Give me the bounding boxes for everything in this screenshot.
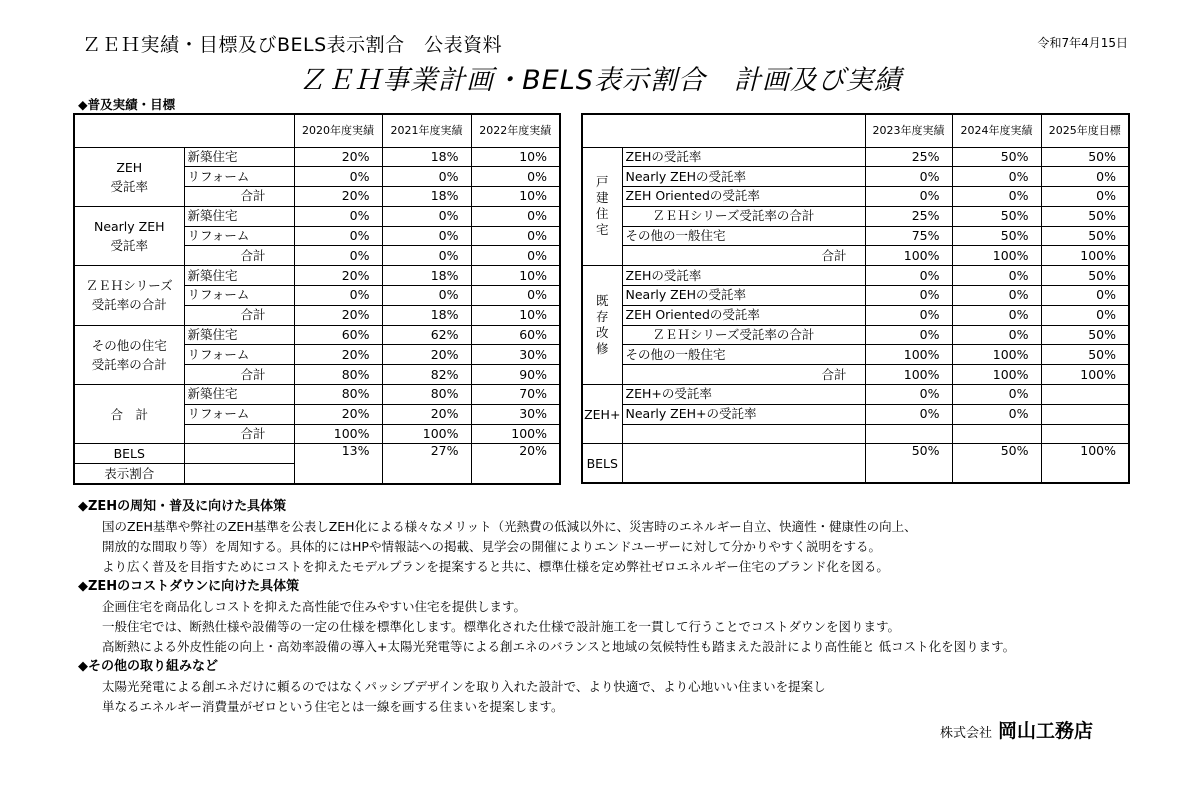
- value-cell: 0%: [1041, 167, 1129, 187]
- section-line: 企画住宅を商品化しコストを抑えた高性能で住みやすい住宅を提供します。: [102, 599, 527, 614]
- value-cell: 100%: [1041, 444, 1129, 483]
- company-name: [940, 716, 1093, 743]
- left-group-nearly-zeh: [74, 206, 184, 265]
- value-cell: 0%: [471, 286, 560, 306]
- row-label-total: 合計: [184, 365, 294, 385]
- value-cell: 80%: [382, 385, 471, 405]
- section-line: より広く普及を目指すためにコストを抑えたモデルプランを提案すると共に、標準仕様を定め弊社ゼロエネルギー住宅のブランド化を図る。: [102, 559, 889, 574]
- value-cell: 20%: [294, 266, 382, 286]
- value-cell: 50%: [1041, 266, 1129, 286]
- row-label: Nearly ZEH+の受託率: [622, 404, 865, 424]
- section-line: 太陽光発電による創エネだけに頼るのではなくパッシブデザインを取り入れた設計で、より快適で、より心地いい住まいを提案し: [102, 679, 826, 694]
- value-cell: 20%: [382, 345, 471, 365]
- section-heading-other: ◆その他の取り組みなど: [78, 659, 218, 674]
- value-cell: 0%: [865, 385, 952, 405]
- document-subtitle: ＺＥＨ実績・目標及びBELS表示割合 公表資料: [82, 34, 503, 56]
- value-cell: 0%: [1041, 305, 1129, 325]
- value-cell: 20%: [294, 404, 382, 424]
- value-cell: 10%: [471, 266, 560, 286]
- value-cell: 0%: [1041, 286, 1129, 306]
- value-cell: 90%: [471, 365, 560, 385]
- value-cell: 50%: [1041, 325, 1129, 345]
- row-label: リフォーム: [184, 404, 294, 424]
- value-cell: 50%: [952, 147, 1041, 167]
- value-cell: 100%: [382, 424, 471, 444]
- value-cell: 0%: [382, 167, 471, 187]
- value-cell: 20%: [294, 345, 382, 365]
- value-cell: 100%: [1041, 365, 1129, 385]
- group-label-line: その他の住宅: [91, 337, 167, 353]
- row-label-total: 合計: [622, 365, 865, 385]
- value-cell: 0%: [294, 246, 382, 266]
- value-cell: 0%: [294, 286, 382, 306]
- value-cell: 75%: [865, 226, 952, 246]
- value-cell: 20%: [382, 404, 471, 424]
- value-cell: 100%: [1041, 246, 1129, 266]
- value-cell: 0%: [952, 385, 1041, 405]
- value-cell: 62%: [382, 325, 471, 345]
- row-label: Nearly ZEHの受託率: [622, 167, 865, 187]
- right-group-renovation: [582, 266, 622, 385]
- value-cell: [1041, 385, 1129, 405]
- group-label-line: ZEH: [116, 159, 143, 175]
- value-cell: 0%: [865, 187, 952, 207]
- value-cell: 20%: [294, 305, 382, 325]
- row-label: 新築住宅: [184, 325, 294, 345]
- value-cell: 0%: [294, 206, 382, 226]
- value-cell: 0%: [952, 266, 1041, 286]
- right-group-zeh-plus: ZEH+: [582, 385, 622, 444]
- row-label-total: 合計: [184, 187, 294, 207]
- row-label: ＺＥＨシリーズ受託率の合計: [622, 206, 865, 226]
- value-cell: 10%: [471, 187, 560, 207]
- value-cell: 30%: [471, 404, 560, 424]
- value-cell: 0%: [294, 226, 382, 246]
- value-cell: 100%: [865, 345, 952, 365]
- value-cell: 0%: [471, 246, 560, 266]
- value-cell: 50%: [865, 444, 952, 483]
- row-label: 新築住宅: [184, 385, 294, 405]
- text-sections: [78, 497, 1015, 717]
- value-cell: 0%: [865, 325, 952, 345]
- value-cell: 0%: [865, 404, 952, 424]
- value-cell: 0%: [382, 286, 471, 306]
- value-cell: 50%: [952, 206, 1041, 226]
- value-cell: 70%: [471, 385, 560, 405]
- value-cell: 0%: [865, 167, 952, 187]
- value-cell: 50%: [1041, 206, 1129, 226]
- value-cell: 50%: [1041, 147, 1129, 167]
- value-cell: 100%: [865, 365, 952, 385]
- left-header-2020: 2020年度実績: [294, 114, 382, 147]
- value-cell: 30%: [471, 345, 560, 365]
- left-group-zeh: [74, 147, 184, 206]
- group-label-line: 受託率: [110, 178, 148, 194]
- value-cell: 60%: [471, 325, 560, 345]
- group-label-line: 受託率の合計: [91, 356, 167, 372]
- empty-row: [622, 424, 865, 444]
- left-bels-label-2: 表示割合: [74, 464, 184, 485]
- row-label: ZEH+の受託率: [622, 385, 865, 405]
- value-cell: 0%: [471, 226, 560, 246]
- empty-cell: [1041, 424, 1129, 444]
- value-cell: 0%: [471, 206, 560, 226]
- value-cell: 25%: [865, 147, 952, 167]
- row-label-total: 合計: [622, 246, 865, 266]
- value-cell: 80%: [294, 385, 382, 405]
- value-cell: 20%: [294, 147, 382, 167]
- right-bels-empty: [622, 444, 865, 483]
- row-label: その他の一般住宅: [622, 226, 865, 246]
- row-label: 新築住宅: [184, 147, 294, 167]
- section-heading-cost: ◆ZEHのコストダウンに向けた具体策: [78, 579, 300, 594]
- value-cell: 0%: [865, 305, 952, 325]
- value-cell: 0%: [865, 286, 952, 306]
- left-results-table: [73, 113, 561, 485]
- value-cell: 0%: [952, 187, 1041, 207]
- value-cell: 82%: [382, 365, 471, 385]
- company-prefix: 株式会社: [939, 726, 992, 741]
- value-cell: 100%: [865, 246, 952, 266]
- group-label-line: ＺＥＨシリーズ: [85, 278, 173, 294]
- value-cell: 100%: [952, 345, 1041, 365]
- company-main-name: 岡山工務店: [997, 720, 1093, 742]
- document-title: ＺＥＨ事業計画・BELS表示割合 計画及び実績: [298, 65, 902, 96]
- left-bels-label: BELS: [74, 444, 184, 464]
- value-cell: 13%: [294, 444, 382, 485]
- value-cell: 0%: [382, 226, 471, 246]
- value-cell: 0%: [952, 325, 1041, 345]
- section-heading-awareness: ◆ZEHの周知・普及に向けた具体策: [78, 499, 287, 514]
- value-cell: 100%: [952, 246, 1041, 266]
- section-line: 開放的な間取り等）を周知する。具体的にはHPや情報誌への掲載、見学会の開催によりエンドユーザーに対して分かりやすく説明をする。: [102, 539, 881, 554]
- group-label: 既存改修: [595, 293, 609, 357]
- value-cell: 0%: [952, 286, 1041, 306]
- row-label: リフォーム: [184, 345, 294, 365]
- value-cell: 50%: [1041, 226, 1129, 246]
- value-cell: 18%: [382, 266, 471, 286]
- left-group-other: [74, 325, 184, 384]
- value-cell: 27%: [382, 444, 471, 485]
- right-corner-cell: [582, 114, 865, 147]
- value-cell: 18%: [382, 187, 471, 207]
- group-label: 戸建住宅: [595, 174, 609, 238]
- right-bels-label: BELS: [582, 444, 622, 483]
- row-label: 新築住宅: [184, 206, 294, 226]
- group-label-line: 受託率: [110, 238, 148, 254]
- right-header-2023: 2023年度実績: [865, 114, 952, 147]
- value-cell: 0%: [382, 246, 471, 266]
- row-label: リフォーム: [184, 167, 294, 187]
- left-group-total: [74, 385, 184, 444]
- value-cell: 0%: [382, 206, 471, 226]
- value-cell: 0%: [294, 167, 382, 187]
- section-line: 国のZEH基準や弊社のZEH基準を公表しZEH化による様々なメリット（光熱費の低減以外に、災害時のエネルギー自立、快適性・健康性の向上、: [102, 519, 917, 534]
- group-label-line: Nearly ZEH: [93, 219, 165, 235]
- left-bels-empty: [184, 464, 294, 485]
- right-header-2024: 2024年度実績: [952, 114, 1041, 147]
- group-label-line: 合 計: [110, 406, 148, 422]
- row-label-total: 合計: [184, 305, 294, 325]
- row-label: リフォーム: [184, 286, 294, 306]
- left-corner-cell: [74, 114, 294, 147]
- value-cell: 0%: [952, 167, 1041, 187]
- value-cell: 100%: [294, 424, 382, 444]
- value-cell: 0%: [865, 266, 952, 286]
- value-cell: [1041, 404, 1129, 424]
- row-label: Nearly ZEHの受託率: [622, 286, 865, 306]
- value-cell: 50%: [1041, 345, 1129, 365]
- value-cell: 18%: [382, 147, 471, 167]
- section-line: 単なるエネルギー消費量がゼロという住宅とは一線を画する住まいを提案します。: [102, 699, 564, 714]
- value-cell: 100%: [952, 365, 1041, 385]
- value-cell: 0%: [471, 167, 560, 187]
- value-cell: 20%: [471, 444, 560, 485]
- right-header-2025: 2025年度目標: [1041, 114, 1129, 147]
- value-cell: 25%: [865, 206, 952, 226]
- value-cell: 60%: [294, 325, 382, 345]
- value-cell: 50%: [952, 444, 1041, 483]
- left-header-2022: 2022年度実績: [471, 114, 560, 147]
- value-cell: 10%: [471, 147, 560, 167]
- value-cell: 0%: [1041, 187, 1129, 207]
- empty-cell: [865, 424, 952, 444]
- value-cell: 50%: [952, 226, 1041, 246]
- value-cell: 18%: [382, 305, 471, 325]
- value-cell: 0%: [952, 404, 1041, 424]
- row-label-total: 合計: [184, 246, 294, 266]
- group-label-line: 受託率の合計: [91, 297, 167, 313]
- left-group-zeh-series: [74, 266, 184, 325]
- row-label: ＺＥＨシリーズ受託率の合計: [622, 325, 865, 345]
- section-line: 高断熱による外皮性能の向上・高効率設備の導入+太陽光発電等による創エネのバランスと地域の気候特性も踏まえた設計により高性能と 低コスト化を図ります。: [102, 639, 1016, 654]
- row-label: ZEHの受託率: [622, 147, 865, 167]
- section-line: 一般住宅では、断熱仕様や設備等の一定の仕様を標準化します。標準化された仕様で設計施工を一貫して行うことでコストダウンを図ります。: [102, 619, 901, 634]
- empty-cell: [952, 424, 1041, 444]
- value-cell: 100%: [471, 424, 560, 444]
- row-label-total: 合計: [184, 424, 294, 444]
- value-cell: 80%: [294, 365, 382, 385]
- row-label: リフォーム: [184, 226, 294, 246]
- left-bels-empty: [184, 444, 294, 464]
- value-cell: 0%: [952, 305, 1041, 325]
- document-date: 令和7年4月15日: [1037, 36, 1128, 50]
- right-group-detached: [582, 147, 622, 266]
- value-cell: 20%: [294, 187, 382, 207]
- row-label: 新築住宅: [184, 266, 294, 286]
- row-label: ZEH Orientedの受託率: [622, 187, 865, 207]
- value-cell: 10%: [471, 305, 560, 325]
- right-plan-table: [581, 113, 1130, 484]
- row-label: ZEHの受託率: [622, 266, 865, 286]
- row-label: ZEH Orientedの受託率: [622, 305, 865, 325]
- left-section-label: ◆普及実績・目標: [78, 97, 176, 112]
- row-label: その他の一般住宅: [622, 345, 865, 365]
- left-header-2021: 2021年度実績: [382, 114, 471, 147]
